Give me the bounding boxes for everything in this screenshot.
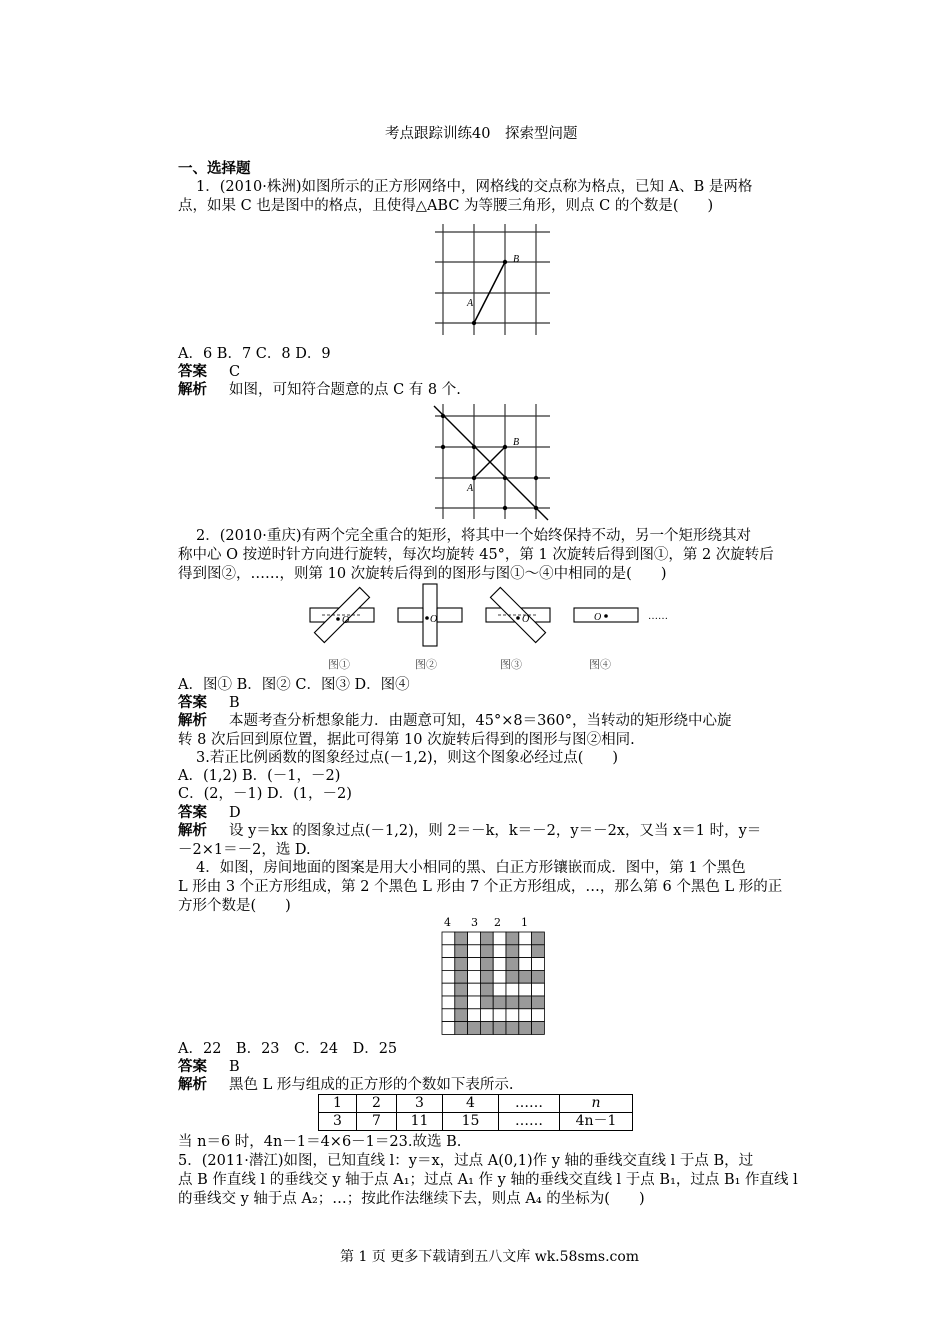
- grid-tile: [532, 996, 545, 1009]
- grid-tile: [493, 1022, 506, 1035]
- grid-tile: [493, 958, 506, 971]
- table-cell: 11: [397, 1113, 443, 1131]
- q2-center-4: O: [594, 612, 602, 623]
- grid-tile: [532, 945, 545, 958]
- q2-center-1: O: [342, 615, 350, 626]
- section-heading: 一、选择题: [178, 161, 251, 177]
- q4-line2: L 形由 3 个正方形组成，第 2 个黑色 L 形由 7 个正方形组成，…，那么第 6 个黑色 L 形的正: [178, 879, 783, 895]
- grid-tile: [468, 1022, 481, 1035]
- q2-center-3: O: [522, 614, 530, 625]
- grid-tile: [455, 932, 468, 945]
- q4-answer-label: 答案: [178, 1059, 207, 1075]
- q4-data-table: [318, 1094, 633, 1131]
- q2-analysis-line2: 转 8 次后回到原位置，据此可得第 10 次旋转后得到的图形与图②相同.: [178, 732, 635, 748]
- q1-solution-label-b: B: [513, 437, 520, 448]
- q1-label-a: A: [467, 298, 474, 309]
- q2-line3: 得到图②，……，则第 10 次旋转后得到的图形与图①～④中相同的是( ): [178, 566, 667, 582]
- q5-line2: 点 B 作直线 l 的垂线交 y 轴于点 A₁；过点 A₁ 作 y 轴的垂线交直线 l 于点 B₁，过点 B₁ 作直线 l: [178, 1172, 798, 1188]
- table-cell: 2: [357, 1095, 397, 1113]
- grid-tile: [442, 1022, 455, 1035]
- grid-tile: [532, 932, 545, 945]
- grid-tile: [455, 1009, 468, 1022]
- q1-solution-label-a: A: [467, 483, 474, 494]
- grid-tile: [442, 945, 455, 958]
- q5-line1: 5．(2011·潜江)如图，已知直线 l：y＝x，过点 A(0,1)作 y 轴的垂线交直线 l 于点 B，过: [178, 1153, 754, 1169]
- grid-tile: [532, 1009, 545, 1022]
- grid-tile: [480, 996, 493, 1009]
- q5-line3: 的垂线交 y 轴于点 A₂；…；按此作法继续下去，则点 A₄ 的坐标为( ): [178, 1191, 645, 1207]
- table-cell: ……: [499, 1113, 560, 1131]
- grid-tile: [480, 983, 493, 996]
- table-cell: 3: [319, 1113, 357, 1131]
- grid-tile: [493, 996, 506, 1009]
- grid-tile: [442, 983, 455, 996]
- grid-tile: [442, 958, 455, 971]
- grid-tile: [480, 970, 493, 983]
- grid-tile: [455, 1022, 468, 1035]
- q4-analysis-label: 解析: [178, 1077, 207, 1093]
- table-cell: 15: [443, 1113, 499, 1131]
- grid-tile: [480, 958, 493, 971]
- q2-line2: 称中心 O 按逆时针方向进行旋转，每次均旋转 45°，第 1 次旋转后得到图①，第 2 次旋转后: [178, 547, 774, 563]
- q2-caption-3: 图③: [500, 658, 522, 671]
- q4-options: A．22 B．23 C．24 D．25: [178, 1041, 398, 1057]
- grid-tile: [532, 958, 545, 971]
- q4-top-label-3: 3: [471, 916, 478, 929]
- table-row: [319, 1113, 633, 1131]
- grid-tile: [519, 1022, 532, 1035]
- grid-tile: [468, 1009, 481, 1022]
- q4-top-label-4: 4: [444, 916, 451, 929]
- grid-tile: [519, 1009, 532, 1022]
- q2-caption-2: 图②: [415, 658, 437, 671]
- table-cell: 3: [397, 1095, 443, 1113]
- table-row: [319, 1095, 633, 1113]
- q4-top-label-2: 2: [494, 916, 501, 929]
- q2-caption-1: 图①: [328, 658, 350, 671]
- grid-tile: [506, 945, 519, 958]
- grid-tile: [519, 996, 532, 1009]
- q3-options2: C．(2，－1) D．(1，－2): [178, 786, 352, 802]
- grid-tile: [506, 958, 519, 971]
- grid-tile: [480, 945, 493, 958]
- grid-tile: [455, 983, 468, 996]
- q4-line3: 方形个数是( ): [178, 898, 291, 914]
- grid-tile: [506, 932, 519, 945]
- grid-tile: [506, 996, 519, 1009]
- q2-options: A．图① B．图② C．图③ D．图④: [178, 677, 410, 693]
- q2-line1: 2．(2010·重庆)有两个完全重合的矩形，将其中一个始终保持不动，另一个矩形绕其对: [196, 528, 752, 544]
- grid-tile: [442, 932, 455, 945]
- page-title: 考点跟踪训练40 探索型问题: [385, 126, 578, 142]
- q2-answer-label: 答案: [178, 695, 207, 711]
- grid-tile: [455, 945, 468, 958]
- table-cell: n: [560, 1095, 633, 1113]
- q1-line2: 点，如果 C 也是图中的格点，且使得△ABC 为等腰三角形，则点 C 的个数是( ): [178, 198, 714, 214]
- grid-tile: [493, 983, 506, 996]
- grid-tile: [519, 945, 532, 958]
- q2-caption-4: 图④: [589, 658, 611, 671]
- grid-tile: [493, 1009, 506, 1022]
- grid-tile: [532, 983, 545, 996]
- q3-answer-label: 答案: [178, 805, 207, 821]
- grid-tile: [519, 932, 532, 945]
- grid-tile: [468, 970, 481, 983]
- grid-tile: [493, 945, 506, 958]
- q2-ellipsis: ……: [648, 611, 668, 622]
- q1-label-b: B: [513, 254, 520, 265]
- q1-analysis: 如图，可知符合题意的点 C 有 8 个.: [229, 382, 461, 398]
- q2-answer: B: [229, 695, 240, 711]
- grid-tile: [480, 932, 493, 945]
- grid-tile: [480, 1009, 493, 1022]
- grid-tile: [506, 1022, 519, 1035]
- grid-tile: [480, 1022, 493, 1035]
- page-footer: 第 1 页 更多下载请到五八文库 wk.58sms.com: [340, 1249, 640, 1265]
- table-cell: 1: [319, 1095, 357, 1113]
- grid-tile: [532, 1022, 545, 1035]
- table-cell: 4: [443, 1095, 499, 1113]
- grid-tile: [493, 970, 506, 983]
- grid-tile: [519, 983, 532, 996]
- q2-center-2: O: [430, 614, 438, 625]
- q3-options1: A．(1,2) B．(－1，－2): [178, 768, 341, 784]
- grid-tile: [519, 958, 532, 971]
- grid-tile: [442, 970, 455, 983]
- grid-tile: [468, 932, 481, 945]
- q1-analysis-label: 解析: [178, 382, 207, 398]
- grid-tile: [468, 983, 481, 996]
- q3-analysis-line1: 设 y＝kx 的图象过点(－1,2)，则 2＝－k，k＝－2，y＝－2x，又当 x＝1 时，y＝: [229, 823, 762, 839]
- table-cell: ……: [499, 1095, 560, 1113]
- q4-top-label-1: 1: [521, 916, 528, 929]
- grid-tile: [468, 996, 481, 1009]
- grid-tile: [532, 970, 545, 983]
- grid-tile: [442, 1009, 455, 1022]
- q1-grid-figure: [430, 220, 555, 338]
- table-cell: 4n－1: [560, 1113, 633, 1131]
- q4-line1: 4．如图，房间地面的图案是用大小相同的黑、白正方形镶嵌而成．图中，第 1 个黑色: [196, 860, 746, 876]
- grid-tile: [468, 945, 481, 958]
- q4-answer: B: [229, 1059, 240, 1075]
- q3-analysis-line2: －2×1＝－2，选 D.: [178, 842, 311, 858]
- grid-tile: [493, 932, 506, 945]
- q1-options: A．6 B．7 C．8 D．9: [178, 346, 331, 362]
- q1-answer: C: [229, 364, 241, 380]
- grid-tile: [519, 970, 532, 983]
- q3-line1: 3.若正比例函数的图象经过点(－1,2)，则这个图象必经过点( ): [196, 750, 619, 766]
- grid-tile: [442, 996, 455, 1009]
- q4-conclusion: 当 n＝6 时，4n－1＝4×6－1＝23.故选 B.: [178, 1134, 462, 1150]
- q1-solution-figure: [430, 400, 555, 522]
- grid-tile: [455, 996, 468, 1009]
- grid-tile: [455, 958, 468, 971]
- q1-answer-label: 答案: [178, 364, 207, 380]
- grid-tile: [506, 983, 519, 996]
- q3-analysis-label: 解析: [178, 823, 207, 839]
- grid-tile: [468, 958, 481, 971]
- q1-line1: 1．(2010·株洲)如图所示的正方形网络中，网格线的交点称为格点，已知 A、B 是两格: [196, 179, 753, 195]
- q3-answer: D: [229, 805, 241, 821]
- table-cell: 7: [357, 1113, 397, 1131]
- grid-tile: [506, 970, 519, 983]
- grid-tile: [506, 1009, 519, 1022]
- q2-rotation-figures: [300, 583, 690, 673]
- q4-analysis: 黑色 L 形与组成的正方形的个数如下表所示.: [229, 1077, 514, 1093]
- grid-tile: [455, 970, 468, 983]
- q2-analysis-label: 解析: [178, 713, 207, 729]
- q2-analysis-line1: 本题考查分析想象能力．由题意可知，45°×8＝360°，当转动的矩形绕中心旋: [229, 713, 732, 729]
- q4-tile-grid: [435, 914, 550, 1036]
